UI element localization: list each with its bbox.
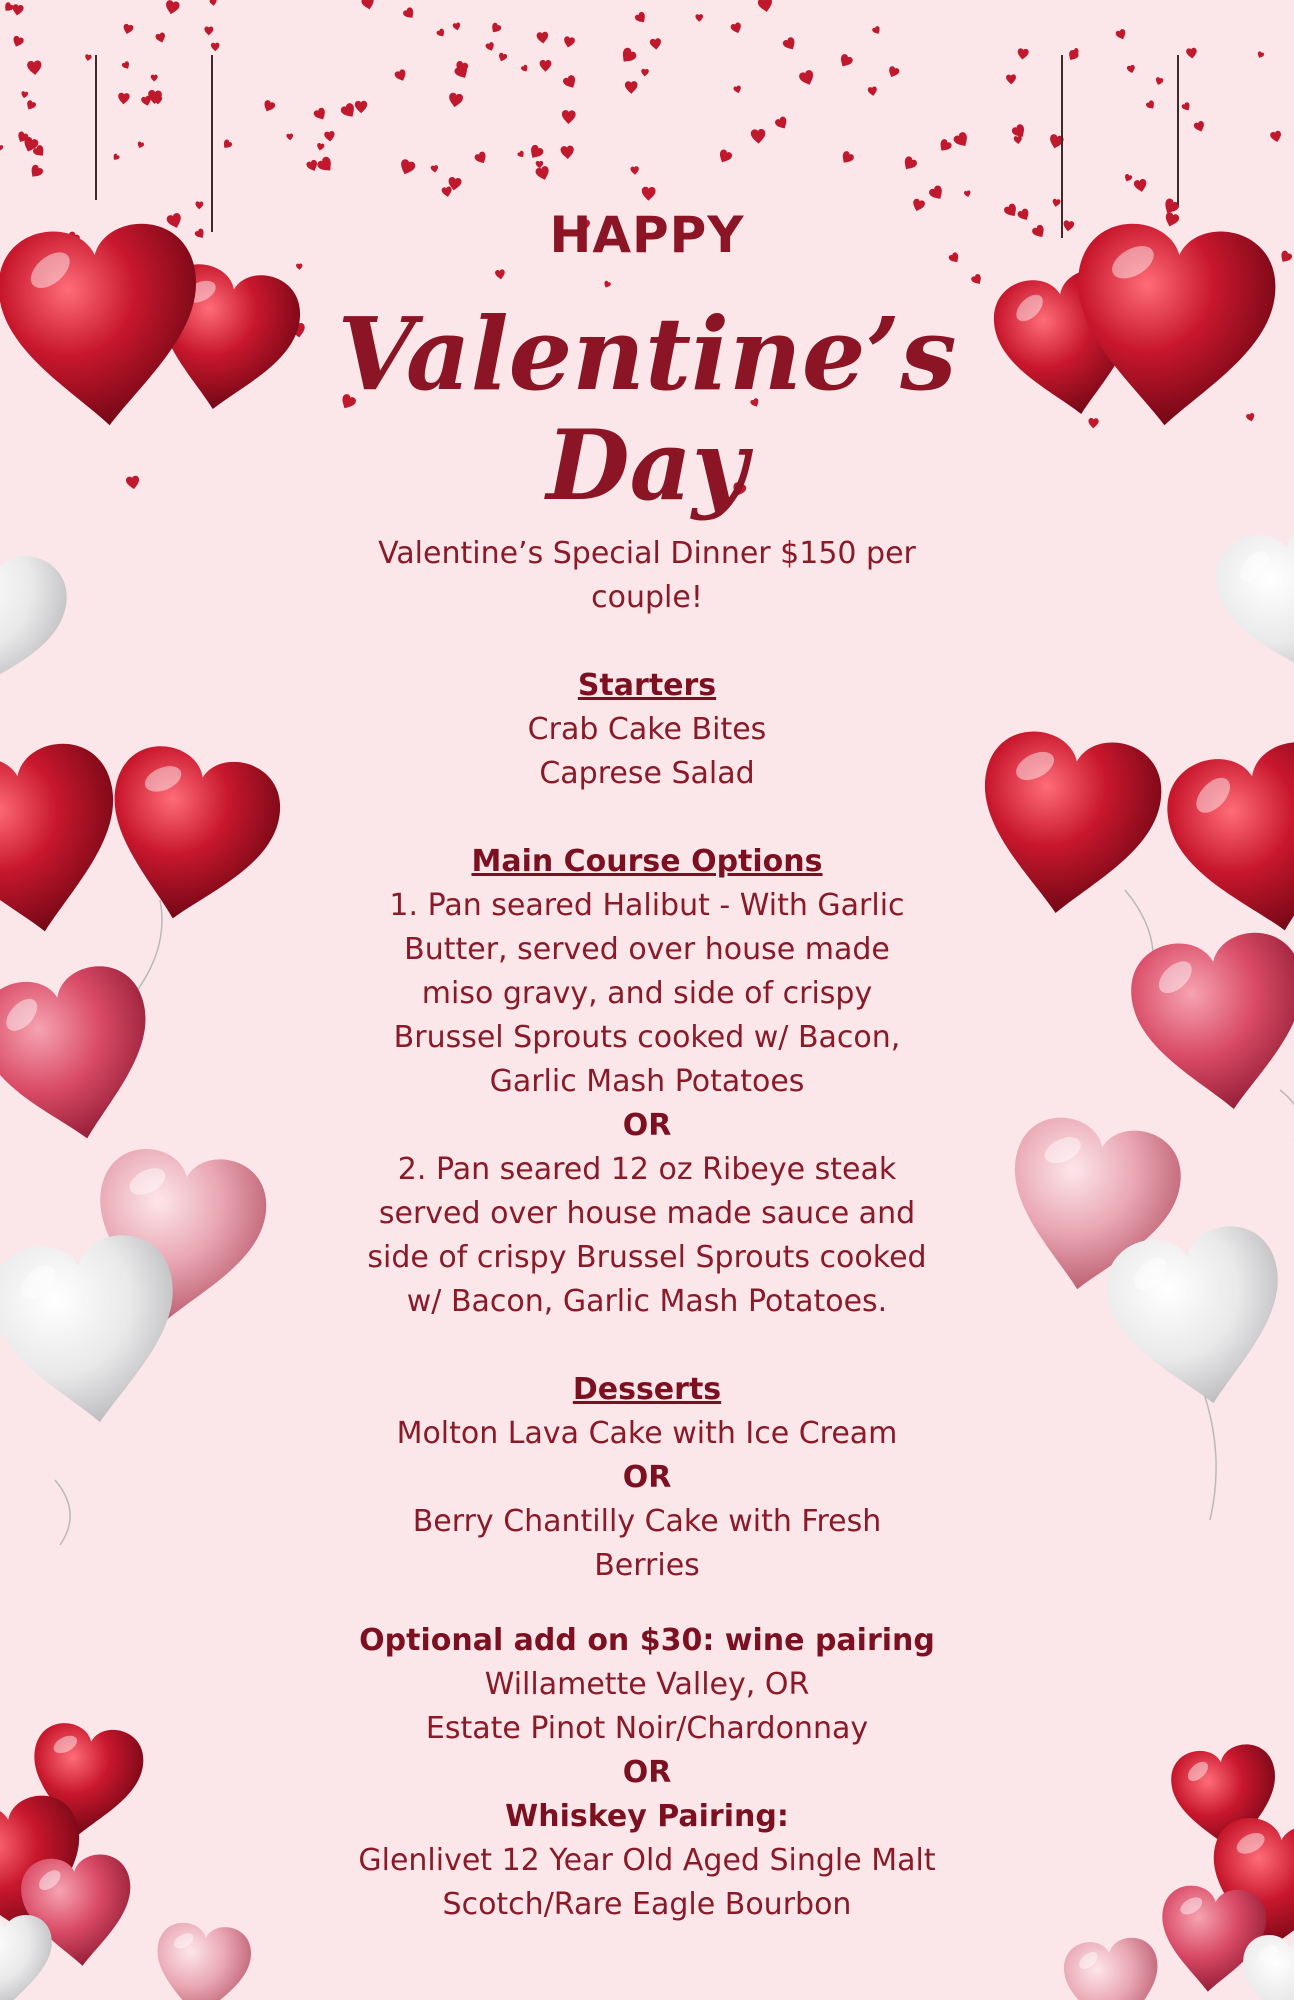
- confetti-heart: [25, 99, 37, 111]
- pairing-or-divider: OR: [622, 1755, 672, 1790]
- heart-balloon: [1061, 1935, 1164, 2000]
- confetti-heart: [155, 32, 167, 44]
- starter-item: Caprese Salad: [539, 756, 755, 791]
- confetti-heart: [1062, 220, 1074, 232]
- confetti-heart: [540, 60, 552, 72]
- confetti-heart: [641, 69, 649, 77]
- confetti-heart: [1186, 47, 1198, 59]
- confetti-heart: [1133, 178, 1148, 193]
- confetti-heart: [394, 68, 408, 82]
- main-option-1-line: Butter, served over house made: [404, 932, 890, 967]
- confetti-heart: [928, 184, 946, 202]
- confetti-heart: [402, 6, 417, 21]
- confetti-heart: [527, 144, 545, 162]
- confetti-heart: [355, 101, 368, 114]
- confetti-heart: [1256, 51, 1264, 59]
- confetti-heart: [1246, 413, 1256, 423]
- confetti-heart: [730, 22, 743, 35]
- confetti-heart: [1163, 211, 1180, 228]
- happy-heading: HAPPY: [549, 206, 745, 264]
- starters-heading: Starters: [577, 668, 717, 703]
- confetti-heart: [1006, 74, 1016, 84]
- confetti-heart: [209, 0, 217, 6]
- confetti-heart: [798, 69, 816, 87]
- confetti-heart: [1193, 120, 1206, 133]
- starter-item: Crab Cake Bites: [527, 712, 767, 747]
- confetti-heart: [474, 151, 489, 166]
- confetti-heart: [27, 60, 42, 75]
- valentines-script-title: Valentine’s: [337, 295, 957, 413]
- confetti-heart: [204, 26, 213, 35]
- confetti-heart: [733, 85, 742, 94]
- confetti-heart: [634, 11, 648, 25]
- confetti-heart: [839, 150, 855, 166]
- hanging-heart: [0, 219, 208, 434]
- confetti-heart: [121, 60, 131, 70]
- main-option-1-line: Garlic Mash Potatoes: [489, 1064, 805, 1099]
- confetti-heart: [1003, 202, 1020, 219]
- day-script-title: Day: [546, 409, 748, 522]
- confetti-heart: [313, 107, 329, 123]
- confetti-heart: [28, 164, 45, 181]
- confetti-heart: [603, 280, 612, 289]
- confetti-heart: [211, 43, 220, 52]
- heart-balloon: [1206, 508, 1294, 699]
- heart-balloon: [0, 736, 135, 947]
- confetti-heart: [11, 35, 24, 48]
- confetti-heart: [751, 129, 766, 144]
- heart-balloon: [1125, 927, 1294, 1121]
- heart-balloon: [0, 529, 76, 714]
- confetti-heart: [151, 75, 158, 82]
- whiskey-line: Glenlivet 12 Year Old Aged Single Malt: [358, 1843, 936, 1878]
- confetti-heart: [112, 153, 121, 162]
- heart-balloon: [968, 725, 1168, 925]
- confetti-heart: [1278, 250, 1293, 265]
- confetti-heart: [1031, 224, 1047, 241]
- confetti-heart: [1052, 198, 1061, 207]
- confetti-heart: [286, 133, 293, 140]
- confetti-heart: [221, 139, 233, 151]
- confetti-heart: [1123, 173, 1133, 183]
- main-option-1-line: miso gravy, and side of crispy: [421, 976, 873, 1011]
- confetti-heart: [166, 212, 184, 230]
- confetti-heart: [1088, 418, 1099, 429]
- confetti-heart: [436, 28, 447, 39]
- confetti-heart: [952, 131, 971, 150]
- confetti-heart: [964, 190, 972, 198]
- heart-balloon: [1158, 733, 1294, 949]
- main-option-1-line: 1. Pan seared Halibut - With Garlic: [389, 888, 905, 923]
- confetti-heart: [618, 46, 638, 66]
- wine-line: Willamette Valley, OR: [484, 1667, 810, 1702]
- dessert-option-2-line: Berry Chantilly Cake with Fresh: [412, 1504, 882, 1539]
- confetti-heart: [164, 0, 180, 16]
- confetti-heart: [398, 158, 417, 177]
- confetti-heart: [536, 31, 549, 44]
- confetti-heart: [774, 115, 790, 131]
- confetti-heart: [871, 25, 881, 35]
- confetti-heart: [118, 93, 130, 105]
- confetti-heart: [716, 148, 733, 165]
- confetti-heart: [560, 145, 574, 159]
- main-option-2-line: w/ Bacon, Garlic Mash Potatoes.: [406, 1284, 888, 1319]
- confetti-heart: [485, 41, 496, 52]
- confetti-heart: [452, 22, 461, 31]
- confetti-heart: [695, 14, 703, 22]
- confetti-heart: [1115, 28, 1128, 41]
- confetti-heart: [2, 1, 14, 13]
- confetti-heart: [1154, 77, 1163, 86]
- dessert-or-divider: OR: [622, 1460, 672, 1495]
- confetti-heart: [782, 36, 798, 52]
- confetti-heart: [562, 110, 576, 124]
- confetti-heart: [867, 86, 877, 96]
- confetti-heart: [937, 138, 953, 154]
- confetti-heart: [1145, 99, 1156, 110]
- confetti-heart: [562, 74, 579, 91]
- desserts-heading: Desserts: [572, 1372, 722, 1407]
- confetti-heart: [1270, 130, 1283, 143]
- menu-body: [317, 532, 977, 1927]
- confetti-heart: [262, 99, 277, 114]
- confetti-heart: [563, 36, 576, 49]
- confetti-heart: [887, 65, 901, 79]
- confetti-heart: [441, 186, 453, 198]
- dessert-option-2-line: Berries: [594, 1548, 700, 1583]
- confetti-heart: [630, 166, 639, 175]
- confetti-heart: [649, 38, 661, 50]
- confetti-heart: [361, 0, 376, 11]
- heart-balloon: [0, 1229, 190, 1435]
- confetti-heart: [316, 143, 325, 152]
- confetti-heart: [489, 22, 502, 35]
- confetti-heart: [641, 187, 655, 201]
- whiskey-line: Scotch/Rare Eagle Bourbon: [442, 1887, 852, 1922]
- confetti-heart: [195, 201, 203, 209]
- main-or-divider: OR: [622, 1108, 672, 1143]
- confetti-heart: [1017, 48, 1029, 60]
- main-option-2-line: 2. Pan seared 12 oz Ribeye steak: [397, 1152, 897, 1187]
- confetti-heart: [520, 64, 529, 73]
- confetti-heart: [296, 263, 303, 270]
- confetti-heart: [1016, 208, 1031, 223]
- wine-line: Estate Pinot Noir/Chardonnay: [425, 1711, 869, 1746]
- heart-balloon: [91, 738, 288, 936]
- confetti-heart: [324, 131, 335, 143]
- confetti-heart: [125, 475, 140, 490]
- confetti-heart: [316, 155, 336, 175]
- heart-balloon: [0, 1915, 52, 2000]
- confetti-heart: [517, 150, 526, 159]
- confetti-heart: [1126, 64, 1135, 74]
- confetti-heart: [970, 273, 984, 287]
- dessert-option-1: Molton Lava Cake with Ice Cream: [396, 1416, 898, 1451]
- confetti-heart: [194, 228, 207, 241]
- confetti-heart: [625, 81, 638, 94]
- confetti-heart: [85, 54, 92, 61]
- heart-balloon: [1099, 1219, 1294, 1418]
- intro-line: couple!: [591, 580, 703, 615]
- confetti-heart: [1181, 101, 1192, 112]
- confetti-heart: [306, 159, 320, 173]
- confetti-heart: [837, 53, 854, 70]
- confetti-heart: [0, 144, 4, 151]
- confetti-heart: [535, 165, 552, 182]
- intro-line: Valentine’s Special Dinner $150 per: [378, 536, 916, 571]
- main-option-2-line: served over house made sauce and: [378, 1196, 916, 1231]
- confetti-heart: [1013, 136, 1022, 145]
- confetti-heart: [757, 0, 774, 13]
- pairing-heading: Optional add on $30: wine pairing: [359, 1623, 935, 1658]
- main-course-heading: Main Course Options: [471, 844, 823, 879]
- confetti-heart: [136, 141, 144, 149]
- confetti-heart: [430, 165, 438, 173]
- hanging-heart: [1066, 219, 1280, 434]
- heart-balloon: [0, 958, 169, 1156]
- confetti-heart: [495, 269, 506, 280]
- whiskey-heading: Whiskey Pairing:: [505, 1799, 789, 1834]
- confetti-heart: [901, 155, 919, 173]
- main-option-1-line: Brussel Sprouts cooked w/ Bacon,: [393, 1020, 901, 1055]
- confetti-heart: [12, 4, 24, 17]
- heart-balloon: [1243, 1935, 1294, 2000]
- confetti-heart: [497, 52, 507, 62]
- confetti-heart: [122, 23, 134, 35]
- confetti-heart: [448, 92, 464, 108]
- main-option-2-line: side of crispy Brussel Sprouts cooked: [367, 1240, 927, 1275]
- heart-balloon: [151, 1920, 254, 2000]
- confetti-heart: [21, 91, 29, 99]
